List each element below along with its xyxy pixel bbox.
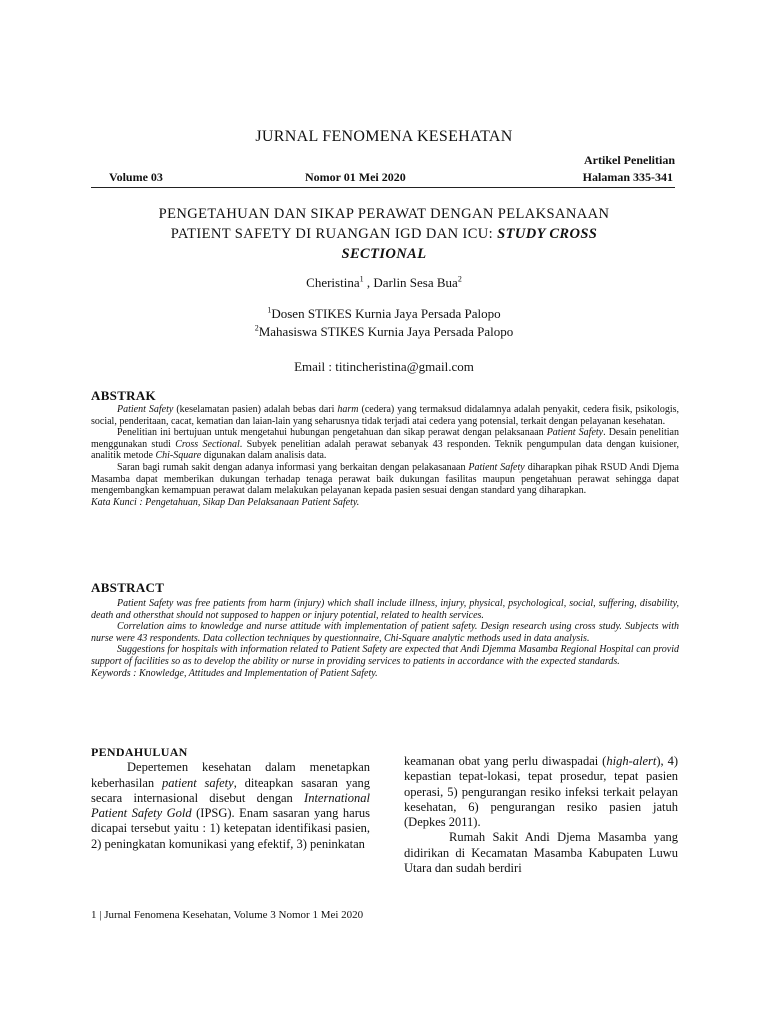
intro-text: ), 4) kepastian tepat-lokasi, tepat prosedur, tepat pasien operasi, 5) pengurangan resiko infeksi terkait pelayan kesehatan, 6) pengurangan resiko pasien jatuh (Depkes 2011).	[404, 754, 678, 830]
intro-right-column	[404, 754, 678, 876]
author-1: Cheristina	[306, 275, 360, 290]
title-line-2: PATIENT SAFETY DI RUANGAN IGD DAN ICU:	[170, 226, 498, 242]
abstrak-text: (keselamatan pasien) adalah bebas dari	[173, 404, 338, 415]
affiliation-2-text: Mahasiswa STIKES Kurnia Jaya Persada Palopo	[258, 324, 514, 339]
abstract-paragraph-2: Correlation aims to knowledge and nurse attitude with implementation of patient safety. Design research using cross study. Subjects with nurse were 43 respondents. Data collection techniques by questionnaire, Chi-Square analytic methods used in data analysis.	[91, 621, 679, 644]
abstrak-text: Penelitian ini bertujuan untuk mengetahui hubungan pengetahuan dan sikap perawat dengan pelaksanaan	[117, 427, 547, 439]
affiliation-2	[0, 324, 768, 340]
abstrak-keywords: Kata Kunci : Pengetahuan, Sikap Dan Pelaksanaan Patient Safety.	[91, 496, 360, 508]
abstrak-term: Patient Safety	[546, 427, 604, 439]
affiliation-1-text: Dosen STIKES Kurnia Jaya Persada Palopo	[271, 306, 501, 321]
author-list	[0, 275, 768, 291]
issue-number: Nomor 01 Mei 2020	[305, 170, 406, 184]
abstrak-term: harm	[337, 404, 359, 415]
abstrak-text: Saran bagi rumah sakit dengan adanya informasi yang berkaitan dengan pelakasanaan	[117, 461, 469, 473]
intro-text: (IPSG). Enam sasaran yang harus dicapai tersebut yaitu : 1) ketepatan identifikasi pasien, 2) peningkatan komunikasi yang efektif, 3) peninkatan	[91, 806, 370, 851]
abstrak-text: . Subyek penelitian adalah perawat sebanyak 43 responden. Teknik pengumpulan data dengan kuisioner, analitik metode	[91, 438, 680, 462]
abstract-paragraph-3: Suggestions for hospitals with information related to Patient Safety are expected that Andi Djemma Masamba Regional Hospital can provid support of facilities so as to develop the ability or nurse in providing services to patients in accordance with the expected standards.	[91, 644, 679, 667]
intro-paragraph-1	[91, 760, 370, 852]
volume: Volume 03	[109, 170, 163, 184]
abstrak-term: Cross Sectional	[175, 438, 240, 450]
page-range: Halaman 335-341	[582, 170, 673, 184]
abstrak-text: digunakan dalam analisis data.	[201, 450, 327, 462]
author-1-sup: 1	[359, 274, 364, 284]
author-separator: , Darlin Sesa Bua	[363, 275, 458, 290]
intro-term: high-alert	[606, 754, 657, 768]
abstrak-paragraph-3	[91, 462, 679, 497]
intro-heading: PENDAHULUAN	[91, 745, 188, 759]
abstract-body	[91, 598, 679, 679]
title-line-3-italic: SECTIONAL	[341, 246, 427, 262]
author-2-sup: 2	[457, 274, 462, 284]
abstrak-term: Patient Safety	[117, 404, 174, 415]
journal-title: JURNAL FENOMENA KESEHATAN	[255, 128, 513, 145]
page-footer: 1 | Jurnal Fenomena Kesehatan, Volume 3 Nomor 1 Mei 2020	[91, 909, 364, 921]
issue-info-row	[91, 170, 675, 188]
intro-text: keamanan obat yang perlu diwaspadai (	[404, 754, 607, 768]
intro-left-column	[91, 745, 370, 852]
intro-term: patient safety	[162, 775, 234, 790]
title-line-1: PENGETAHUAN DAN SIKAP PERAWAT DENGAN PELAKSANAAN	[158, 206, 610, 222]
abstract-heading: ABSTRACT	[91, 580, 165, 595]
intro-paragraph-2: Rumah Sakit Andi Djema Masamba yang didirikan di Kecamatan Masamba Kabupaten Luwu Utara dan sudah berdiri	[404, 830, 678, 876]
affiliation-1-sup: 1	[267, 305, 272, 315]
abstrak-term: Patient Safety	[468, 461, 525, 473]
contact-email: Email : titincheristina@gmail.com	[294, 359, 474, 374]
abstrak-paragraph-2	[91, 427, 679, 462]
abstrak-heading: ABSTRAK	[91, 388, 156, 403]
abstrak-text: . Desain penelitian menggunakan studi	[91, 427, 679, 450]
intro-text: , diteapkan sasaran yang secara internasional disebut dengan	[91, 775, 370, 805]
affiliation-2-sup: 2	[254, 323, 259, 333]
title-line-2-italic: STUDY CROSS	[497, 226, 598, 242]
intro-paragraph-1-cont	[404, 754, 678, 830]
paper-title	[100, 204, 668, 264]
article-type: Artikel Penelitian	[584, 153, 675, 167]
abstrak-text: (cedera) yang termaksud didalamnya adalah penyakit, cedera fisik, psikologis, social, penderitaan, cacat, kematian dan laian-lain yang seharusnya tidak terjadi atai cedera yang potensial, terkait dengan pelayanan kesehatan.	[91, 404, 679, 427]
abstrak-term: Chi-Square	[155, 450, 202, 462]
affiliation-1	[0, 306, 768, 322]
abstrak-body	[91, 404, 679, 508]
intro-term: International Patient Safety Gold	[91, 790, 370, 821]
abstract-keywords: Keywords : Knowledge, Attitudes and Implementation of Patient Safety.	[91, 667, 378, 679]
abstrak-text: diharapkan pihak RSUD Andi Djema Masamba dapat memberikan dukungan terhadap tenaga perawat baik dukungan fasilitas maupun pengetahuan perawat sehingga dapat mengembangkan kemampuan perawat dalam melakukan pelayanan kepada pasien sesuai dengan standard yang diharapkan.	[91, 461, 679, 497]
abstrak-paragraph-1	[91, 404, 679, 427]
abstract-paragraph-1: Patient Safety was free patients from harm (injury) which shall include illness, injury, physical, psychological, social, suffering, disability, death and othersthat should not supposed to happen or injury potential, related to health services.	[91, 598, 679, 621]
intro-text: Depertemen kesehatan dalam menetapkan keberhasilan	[91, 760, 370, 790]
